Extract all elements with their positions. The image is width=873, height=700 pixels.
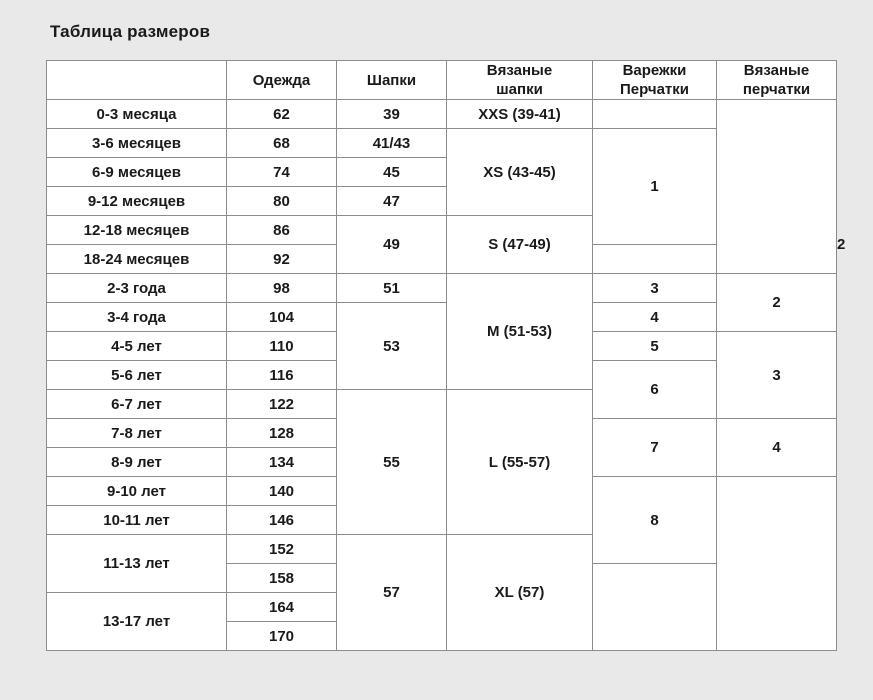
cell-clothing: 104 (227, 303, 337, 332)
cell-knit-gloves: 4 (717, 419, 837, 477)
cell-knit-hat: L (55-57) (447, 390, 593, 535)
cell-hat: 39 (337, 100, 447, 129)
header-hats: Шапки (337, 61, 447, 100)
cell-knit-gloves: 2 (717, 274, 837, 332)
cell-clothing: 152 (227, 535, 337, 564)
cell-clothing: 80 (227, 187, 337, 216)
cell-clothing: 146 (227, 506, 337, 535)
header-age (47, 61, 227, 100)
cell-hat: 57 (337, 535, 447, 651)
cell-clothing: 92 (227, 245, 337, 274)
size-table (46, 60, 846, 651)
table-body (47, 100, 846, 651)
header-clothing: Одежда (227, 61, 337, 100)
cell-knit-hat: XS (43-45) (447, 129, 593, 216)
cell-age: 6-9 месяцев (47, 158, 227, 187)
cell-age: 3-6 месяцев (47, 129, 227, 158)
cell-age: 10-11 лет (47, 506, 227, 535)
cell-knit-gloves: 3 (717, 332, 837, 419)
page-title: Таблица размеров (50, 22, 211, 41)
cell-knit-hat: S (47-49) (447, 216, 593, 274)
cell-clothing: 134 (227, 448, 337, 477)
cell-clothing: 140 (227, 477, 337, 506)
cell-mittens: 8 (593, 477, 717, 564)
cell-knit-hat: XL (57) (447, 535, 593, 651)
cell-clothing: 74 (227, 158, 337, 187)
cell-age: 5-6 лет (47, 361, 227, 390)
header-knit-hats (447, 61, 593, 100)
cell-age: 4-5 лет (47, 332, 227, 361)
cell-clothing: 164 (227, 593, 337, 622)
cell-knit-gloves (717, 100, 837, 274)
cell-clothing: 116 (227, 361, 337, 390)
cell-clothing: 122 (227, 390, 337, 419)
cell-age: 18-24 месяцев (47, 245, 227, 274)
cell-clothing: 170 (227, 622, 337, 651)
table-row (47, 274, 837, 303)
cell-age: 6-7 лет (47, 390, 227, 419)
cell-clothing: 128 (227, 419, 337, 448)
cell-age: 12-18 месяцев (47, 216, 227, 245)
cell-mittens: 3 (593, 274, 717, 303)
cell-clothing: 86 (227, 216, 337, 245)
table-header-row (47, 61, 837, 100)
header-knit-gloves-line2: перчатки (742, 81, 811, 98)
cell-hat: 41/43 (337, 129, 447, 158)
cell-hat: 45 (337, 158, 447, 187)
cell-age: 13-17 лет (47, 593, 227, 651)
cell-mittens (593, 100, 717, 129)
cell-age: 2-3 года (47, 274, 227, 303)
cell-mittens: 4 (593, 303, 717, 332)
header-knit-gloves (717, 61, 837, 100)
cell-age: 9-10 лет (47, 477, 227, 506)
header-mittens-gloves (593, 61, 717, 100)
cell-age: 3-4 года (47, 303, 227, 332)
cell-knit-hat: M (51-53) (447, 274, 593, 390)
cell-hat: 53 (337, 303, 447, 390)
cell-mittens (593, 564, 717, 651)
cell-age: 8-9 лет (47, 448, 227, 477)
cell-clothing: 62 (227, 100, 337, 129)
cell-hat: 51 (337, 274, 447, 303)
header-mittens-line2: Перчатки (619, 81, 690, 98)
cell-mittens: 1 (593, 129, 717, 245)
cell-clothing: 68 (227, 129, 337, 158)
table-row (47, 100, 837, 129)
cell-clothing: 110 (227, 332, 337, 361)
table-header (47, 61, 837, 100)
cell-age: 9-12 месяцев (47, 187, 227, 216)
cell-age: 11-13 лет (47, 535, 227, 593)
header-knit-hats-line1: Вязаные (486, 62, 553, 79)
cell-hat: 49 (337, 216, 447, 274)
cell-mittens: 7 (593, 419, 717, 477)
header-knit-hats-line2: шапки (496, 81, 543, 98)
cell-age: 7-8 лет (47, 419, 227, 448)
cell-mittens: 6 (593, 361, 717, 419)
cell-age: 0-3 месяца (47, 100, 227, 129)
header-mittens-line1: Варежки (622, 62, 687, 79)
header-knit-gloves-line1: Вязаные (743, 62, 810, 79)
cell-clothing: 98 (227, 274, 337, 303)
cell-hat: 55 (337, 390, 447, 535)
cell-knit-hat: XXS (39-41) (447, 100, 593, 129)
table-row: 12-18 месяцев 86 49 S (47-49) 2 (47, 216, 837, 245)
cell-clothing: 158 (227, 564, 337, 593)
cell-mittens: 5 (593, 332, 717, 361)
cell-knit-gloves (717, 477, 837, 651)
cell-hat: 47 (337, 187, 447, 216)
